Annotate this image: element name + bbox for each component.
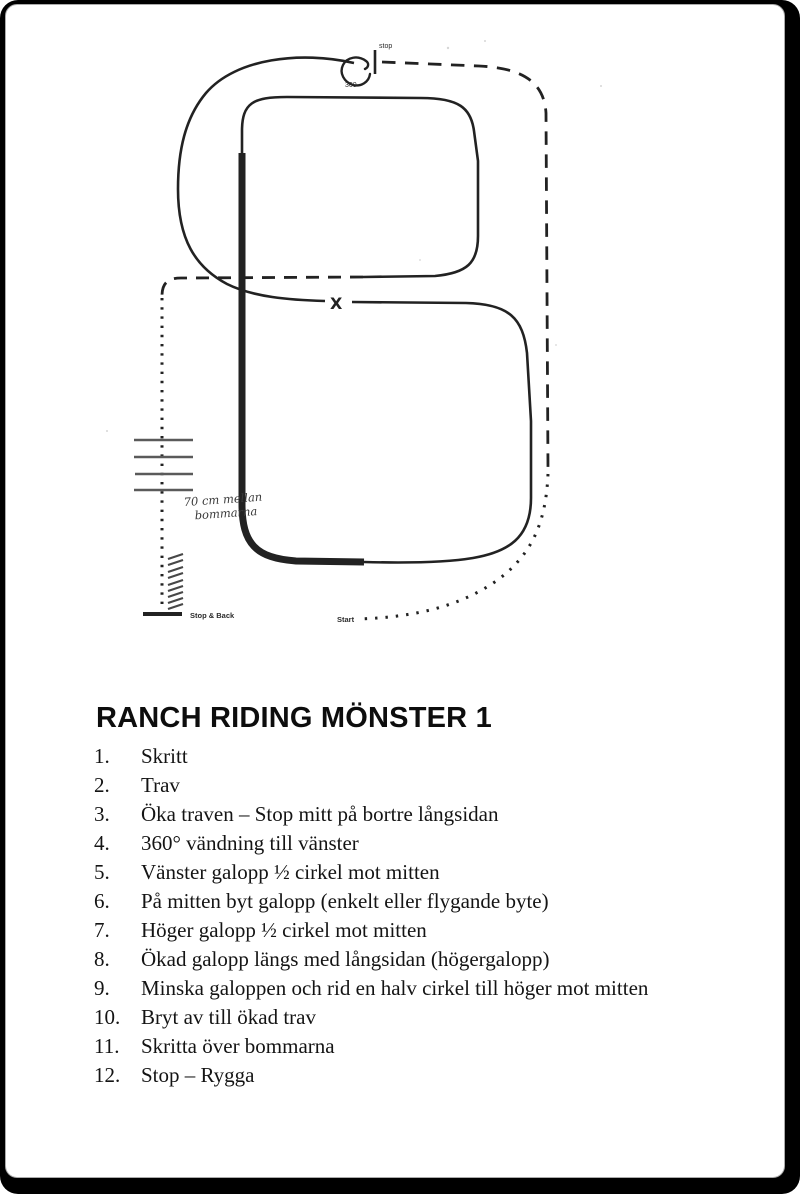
- instruction-text: Ökad galopp längs med långsidan (högergalopp): [141, 947, 550, 971]
- instruction-number: 10.: [94, 1005, 121, 1029]
- instruction-number: 9.: [94, 976, 110, 1000]
- instruction-item: [94, 800, 734, 829]
- instruction-number: 1.: [94, 744, 110, 768]
- instruction-text: Höger galopp ½ cirkel mot mitten: [141, 918, 427, 942]
- turn-360-label: 360: [345, 82, 357, 89]
- stop-back-label: Stop & Back: [190, 611, 235, 620]
- poles-note: [183, 490, 263, 523]
- instruction-text: Stop – Rygga: [141, 1063, 255, 1087]
- instruction-item: [94, 771, 734, 800]
- instruction-text: Minska galoppen och rid en halv cirkel till höger mot mitten: [141, 976, 649, 1000]
- instruction-text: 360° vändning till vänster: [141, 831, 359, 855]
- instruction-item: [94, 1003, 734, 1032]
- instruction-number: 2.: [94, 773, 110, 797]
- trot-dashed-right-path: [382, 62, 548, 469]
- instruction-number: 5.: [94, 860, 110, 884]
- instruction-number: 12.: [94, 1063, 121, 1087]
- instruction-item: [94, 974, 734, 1003]
- center-x-marker: X: [330, 294, 343, 313]
- instruction-item: [94, 829, 734, 858]
- left-canter-half-circle-path: [178, 58, 354, 301]
- start-label: Start: [337, 615, 355, 624]
- decrease-canter-rect-path: [242, 97, 478, 277]
- instruction-number: 11.: [94, 1034, 120, 1058]
- instruction-number: 4.: [94, 831, 110, 855]
- instruction-text: Bryt av till ökad trav: [141, 1005, 316, 1029]
- instruction-item: [94, 742, 734, 771]
- instruction-text: Skritta över bommarna: [141, 1034, 335, 1058]
- instruction-text: På mitten byt galopp (enkelt eller flygande byte): [141, 889, 549, 913]
- instruction-list: [94, 742, 734, 1090]
- instruction-item: [94, 858, 734, 887]
- instruction-number: 8.: [94, 947, 110, 971]
- right-canter-loop-path: [352, 302, 531, 563]
- stop-top-label: stop: [379, 43, 393, 50]
- instruction-item: [94, 887, 734, 916]
- page-title: RANCH RIDING MÖNSTER 1: [96, 702, 492, 734]
- poles-note-line1: 70 cm mellan: [183, 489, 263, 510]
- instruction-text: Skritt: [141, 744, 188, 768]
- poles-note-line2: bommarna: [194, 504, 258, 523]
- instructions-section: [94, 701, 734, 1090]
- instruction-number: 6.: [94, 889, 110, 913]
- instruction-item: [94, 1032, 734, 1061]
- pattern-diagram: [5, 4, 785, 666]
- instruction-number: 3.: [94, 802, 110, 826]
- walk-start-dotted-path: [360, 474, 548, 619]
- instruction-number: 7.: [94, 918, 110, 942]
- instruction-item: [94, 916, 734, 945]
- instruction-item: [94, 1061, 734, 1090]
- instruction-text: Vänster galopp ½ cirkel mot mitten: [141, 860, 440, 884]
- document-page: [5, 4, 785, 1178]
- instruction-text: Trav: [141, 773, 180, 797]
- instruction-text: Öka traven – Stop mitt på bortre långsidan: [141, 802, 499, 826]
- instruction-item: [94, 945, 734, 974]
- back-up-hatch-marks: [168, 554, 183, 609]
